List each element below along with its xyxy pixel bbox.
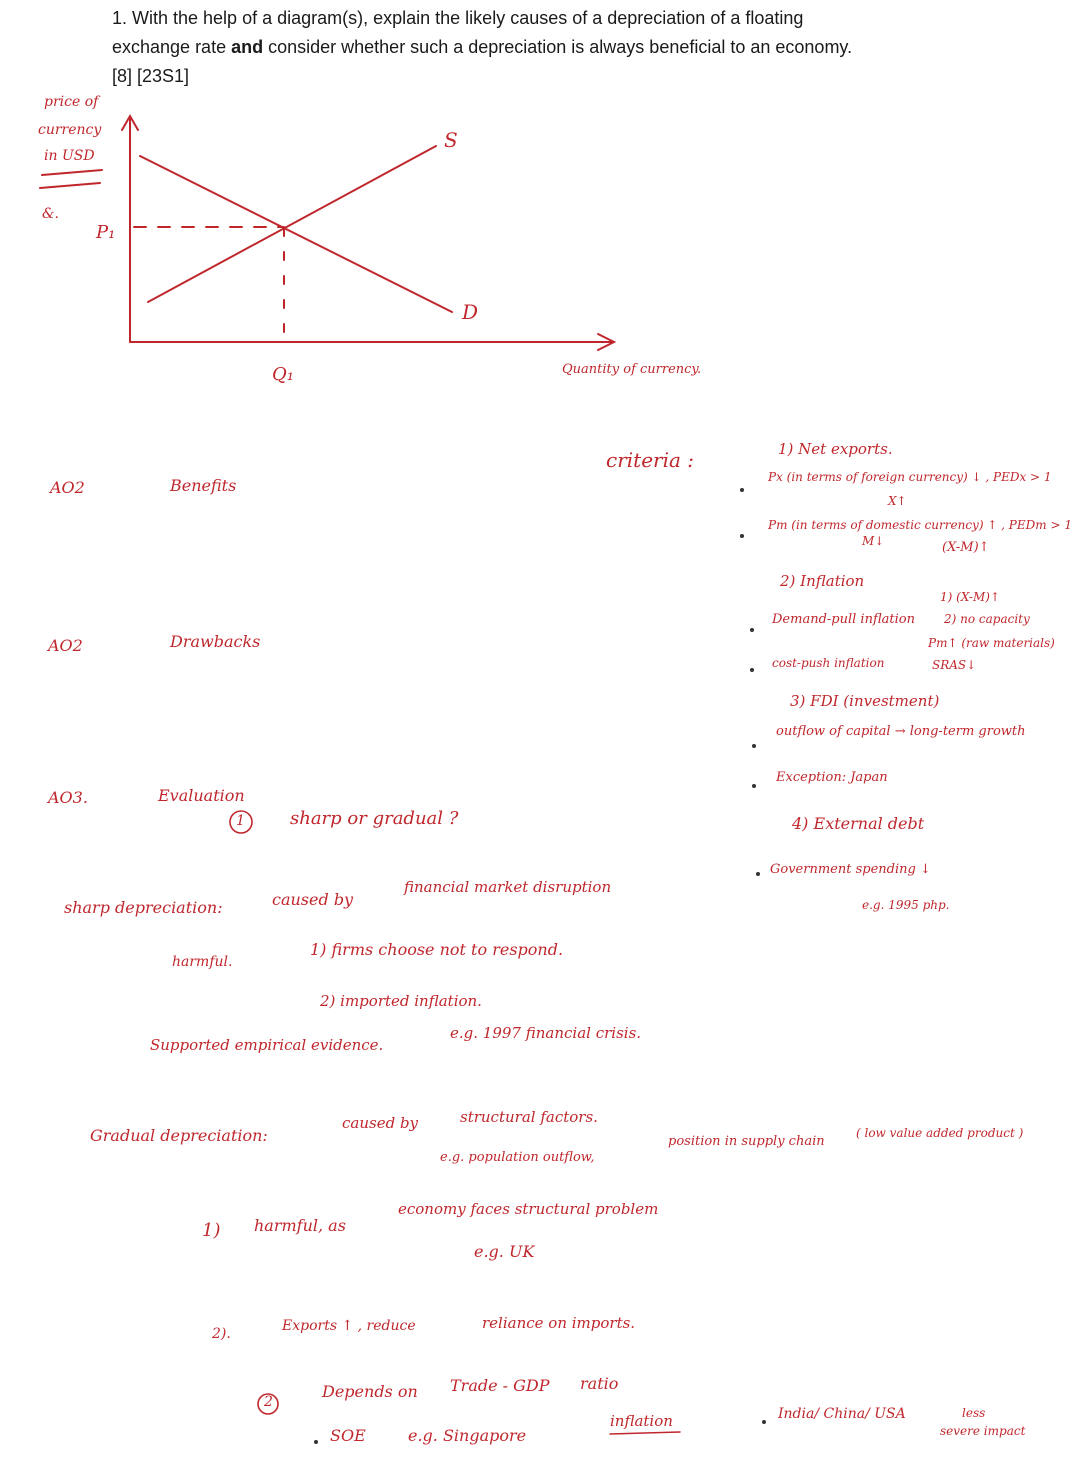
question-line-1: 1. With the help of a diagram(s), explain the likely causes of a depreciation of a floating <box>112 8 804 28</box>
bullet-c2-cost <box>750 668 754 672</box>
bullet-c2-demand <box>750 628 754 632</box>
x-axis-label: Quantity of currency. <box>562 362 702 377</box>
criterion-1-title: 1) Net exports. <box>778 440 893 458</box>
price-label: P₁ <box>96 222 116 243</box>
gradual-point-1-number: 1) <box>202 1220 221 1241</box>
criterion-3-exception: Exception: Japan <box>776 770 888 785</box>
underline-2 <box>40 183 100 188</box>
gradual-point-1-text: harmful, as <box>254 1216 346 1235</box>
benefits-heading: Benefits <box>170 476 237 495</box>
bullet-c3 <box>752 744 756 748</box>
question-line-2-start: exchange rate <box>112 37 232 57</box>
bullet-c3-exception <box>752 784 756 788</box>
y-axis-label-line-2: currency <box>38 122 102 138</box>
drawbacks-heading: Drawbacks <box>170 632 261 651</box>
criteria-heading: criteria : <box>606 448 695 472</box>
underline-1 <box>42 170 102 175</box>
bullet-india <box>762 1420 766 1424</box>
criterion-1-exports-up: X↑ <box>888 494 907 508</box>
demand-label: D <box>462 300 479 324</box>
gradual-depreciation-heading: Gradual depreciation: <box>90 1126 268 1145</box>
bullet-c1-px <box>740 488 744 492</box>
population-example: e.g. population outflow, <box>440 1150 595 1165</box>
criterion-2-cost-push: cost-push inflation <box>772 656 885 670</box>
criterion-4-example: e.g. 1995 php. <box>862 898 950 912</box>
inflation-underline <box>610 1432 680 1434</box>
y-axis-label-line-3: in USD <box>44 148 95 164</box>
criterion-2-cost-point-1: Pm↑ (raw materials) <box>928 636 1055 650</box>
soe-label: SOE <box>330 1426 366 1445</box>
criterion-2-demand-point-2: 2) no capacity <box>944 612 1030 626</box>
trade-gdp: Trade - GDP <box>450 1376 550 1395</box>
question-emphasis: and <box>231 37 264 57</box>
sharp-point-1: 1) firms choose not to respond. <box>310 940 564 959</box>
ratio-label: ratio <box>580 1374 619 1393</box>
bullet-soe <box>314 1440 318 1444</box>
less-severe-line-2: severe impact <box>940 1424 1026 1438</box>
caused-by-2: caused by <box>342 1114 419 1132</box>
ao2-label-benefits: AO2 <box>50 478 85 497</box>
criterion-1-imports-down: M↓ <box>862 534 885 548</box>
financial-market-disruption: financial market disruption <box>404 878 612 896</box>
caused-by-1: caused by <box>272 890 354 909</box>
circle-1-number: 1 <box>236 813 245 829</box>
sharp-point-2: 2) imported inflation. <box>320 992 482 1010</box>
y-axis-alt-label: &. <box>42 206 59 222</box>
evaluation-heading: Evaluation <box>158 786 245 805</box>
criterion-4-title: 4) External debt <box>792 814 925 833</box>
sharp-or-gradual: sharp or gradual ? <box>290 808 459 829</box>
quantity-label: Q₁ <box>272 364 294 385</box>
circle-2-number: 2 <box>264 1394 273 1410</box>
depends-on: Depends on <box>322 1382 418 1401</box>
inflation-underlined: inflation <box>610 1412 673 1430</box>
demand-curve <box>140 156 452 312</box>
harmful-label: harmful. <box>172 954 233 970</box>
criterion-2-demand-point-1: 1) (X-M)↑ <box>940 590 1001 604</box>
y-axis-label-line-1: price of <box>44 94 99 110</box>
reduce-import-reliance: reliance on imports. <box>482 1314 636 1332</box>
structural-problem: economy faces structural problem <box>398 1200 659 1218</box>
criterion-2-cost-point-2: SRAS↓ <box>932 658 977 672</box>
ao2-label-drawbacks: AO2 <box>48 636 83 655</box>
criterion-3-capital-outflow: outflow of capital → long-term growth <box>776 724 1026 739</box>
bullet-c4 <box>756 872 760 876</box>
uk-example: e.g. UK <box>474 1242 535 1261</box>
criterion-2-title: 2) Inflation <box>780 572 865 590</box>
bullet-c1-pm <box>740 534 744 538</box>
supply-label: S <box>444 128 458 152</box>
large-economies: India/ China/ USA <box>778 1406 906 1422</box>
criterion-1-net-exports-up: (X-M)↑ <box>942 540 990 555</box>
sharp-depreciation-heading: sharp depreciation: <box>64 898 223 917</box>
question-line-3: [8] [23S1] <box>112 66 190 86</box>
criterion-3-title: 3) FDI (investment) <box>790 692 940 710</box>
gradual-point-2-number: 2). <box>212 1326 231 1342</box>
supply-chain-position: position in supply chain <box>668 1134 825 1149</box>
supply-curve <box>148 146 436 302</box>
structural-factors: structural factors. <box>460 1108 598 1126</box>
question-line-2-end: consider whether such a depreciation is always beneficial to an economy. <box>263 37 853 57</box>
criterion-2-demand-pull: Demand-pull inflation <box>772 612 915 627</box>
low-value-added: ( low value added product ) <box>856 1126 1024 1140</box>
singapore-example: e.g. Singapore <box>408 1426 527 1445</box>
criterion-1-import-price: Pm (in terms of domestic currency) ↑ , PEDm > 1 <box>768 518 1072 532</box>
criterion-1-export-price: Px (in terms of foreign currency) ↓ , PEDx > 1 <box>768 470 1052 484</box>
exports-rise: Exports ↑ , reduce <box>282 1318 416 1334</box>
less-severe-line-1: less <box>962 1406 986 1420</box>
supported-evidence: Supported empirical evidence. <box>150 1036 384 1054</box>
ao3-label: AO3. <box>48 788 88 807</box>
criterion-4-government-spending: Government spending ↓ <box>770 862 931 877</box>
crisis-example: e.g. 1997 financial crisis. <box>450 1024 642 1042</box>
